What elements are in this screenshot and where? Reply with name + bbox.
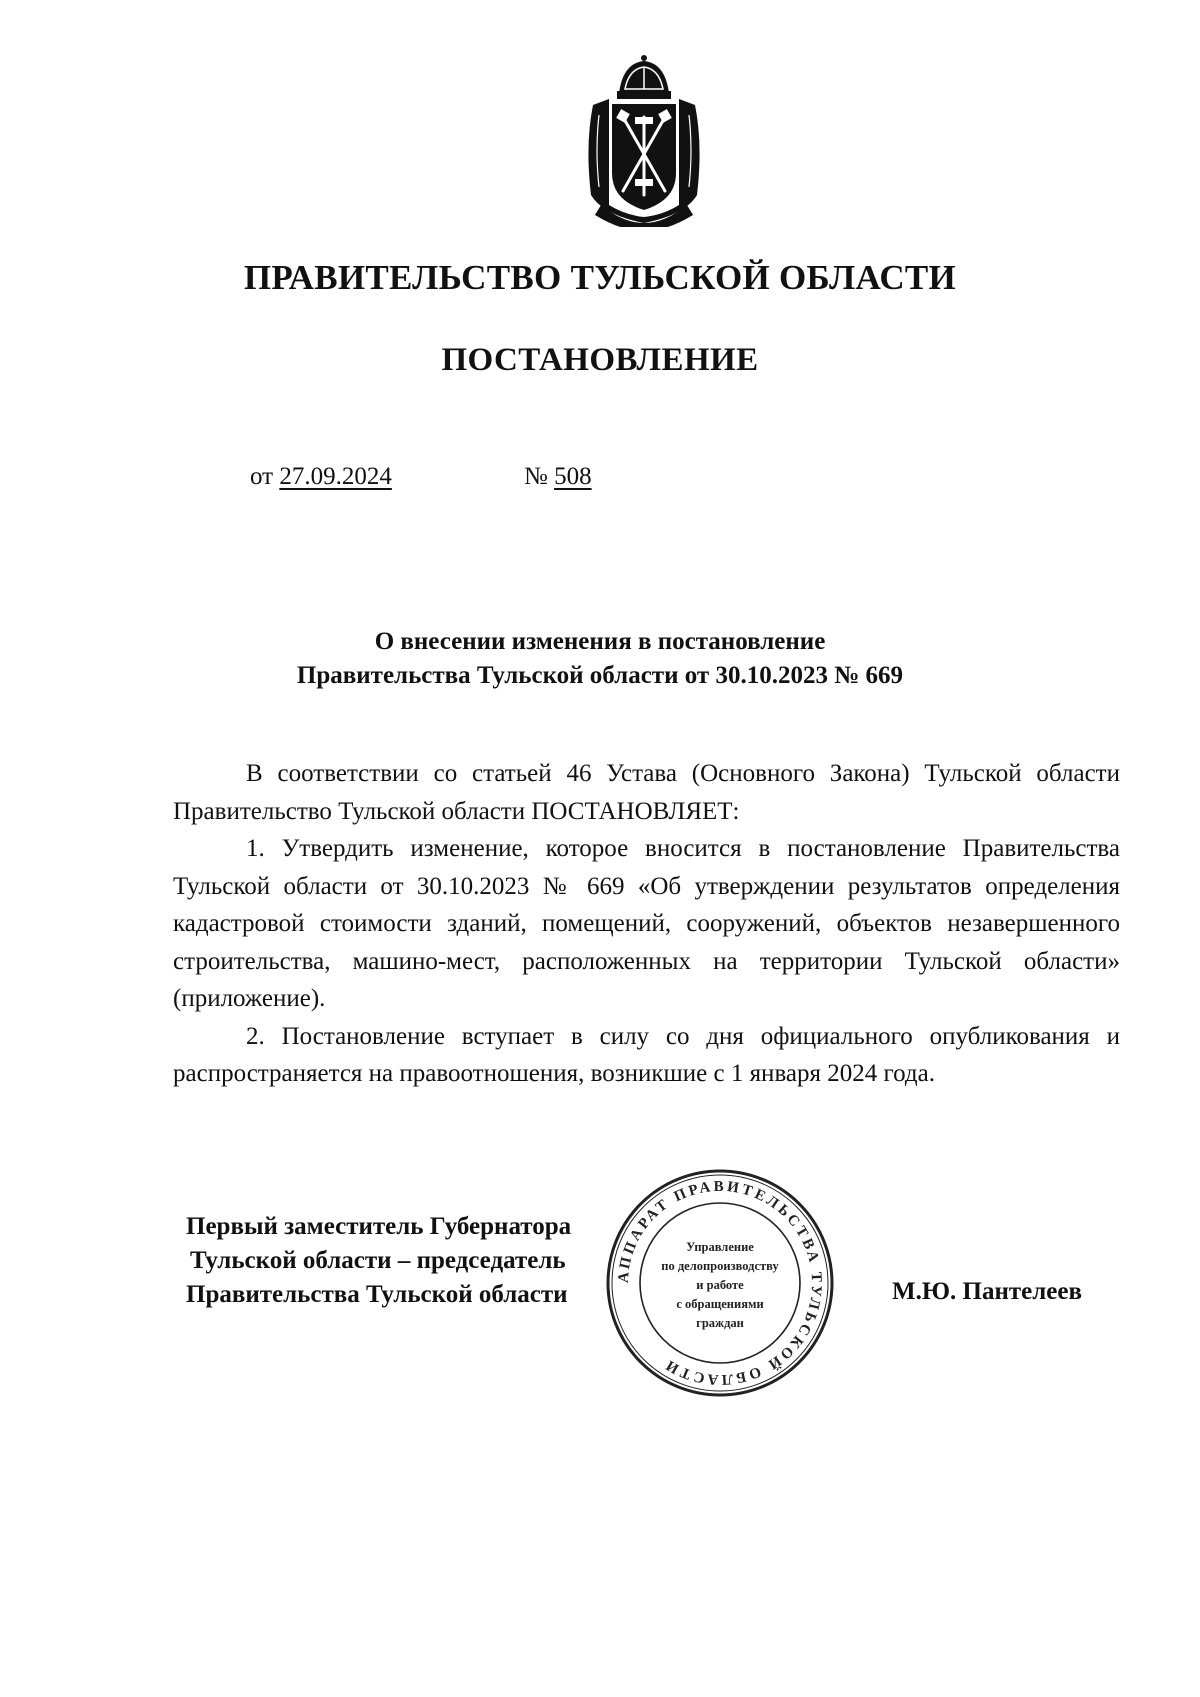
stamp-center-line: с обращениями <box>676 1297 764 1311</box>
stamp-ring-text: АППАРАТ ПРАВИТЕЛЬСТВА ТУЛЬСКОЙ ОБЛАСТИ <box>615 1178 825 1388</box>
organization-name: ПРАВИТЕЛЬСТВО ТУЛЬСКОЙ ОБЛАСТИ <box>243 258 957 297</box>
title-line: Правительства Тульской области от 30.10.2023 № 669 <box>296 662 904 689</box>
number-prefix: № <box>524 463 548 490</box>
title-line: О внесении изменения в постановление <box>374 628 826 655</box>
date-value: 27.09.2024 <box>279 463 392 490</box>
stamp-center-line: по делопроизводству <box>661 1259 779 1273</box>
body-paragraph: В соответствии со статьей 46 Устава (Основного Закона) Тульской области Правительство Тульской области ПОСТАНОВЛЯЕТ: <box>173 760 1120 825</box>
document-number <box>524 463 592 491</box>
position-line: Правительства Тульской области <box>186 1281 568 1308</box>
document-body <box>173 755 1120 1093</box>
position-line: Первый заместитель Губернатора <box>186 1213 572 1240</box>
document-date <box>250 463 392 491</box>
body-paragraph: 2. Постановление вступает в силу со дня официального опубликования и распространяется на правоотношения, возникшие с 1 января 2024 года. <box>173 1022 1120 1087</box>
number-value: 508 <box>554 463 592 490</box>
date-prefix: от <box>250 463 274 490</box>
tula-coat-of-arms-icon <box>583 55 705 227</box>
body-paragraph: 1. Утвердить изменение, которое вносится в постановление Правительства Тульской области от 30.10.2023 № 669 «Об утверждении результатов определения кадастровой стоимости зданий, помещений, сооружений, объектов незавершенного строительства, машино-мест, расположенных на территории Тульской области» (приложение). <box>173 835 1120 1012</box>
document-title <box>0 625 1200 693</box>
stamp-center-line: и работе <box>696 1278 744 1292</box>
position-line: Тульской области – председатель <box>190 1247 566 1274</box>
stamp-center-line: Управление <box>686 1240 754 1254</box>
official-stamp <box>600 1163 840 1403</box>
stamp-center-line: граждан <box>696 1316 744 1330</box>
signatory-position <box>186 1210 571 1312</box>
document-type: ПОСТАНОВЛЕНИЕ <box>441 342 759 378</box>
signatory-name: М.Ю. Пантелеев <box>892 1278 1082 1305</box>
